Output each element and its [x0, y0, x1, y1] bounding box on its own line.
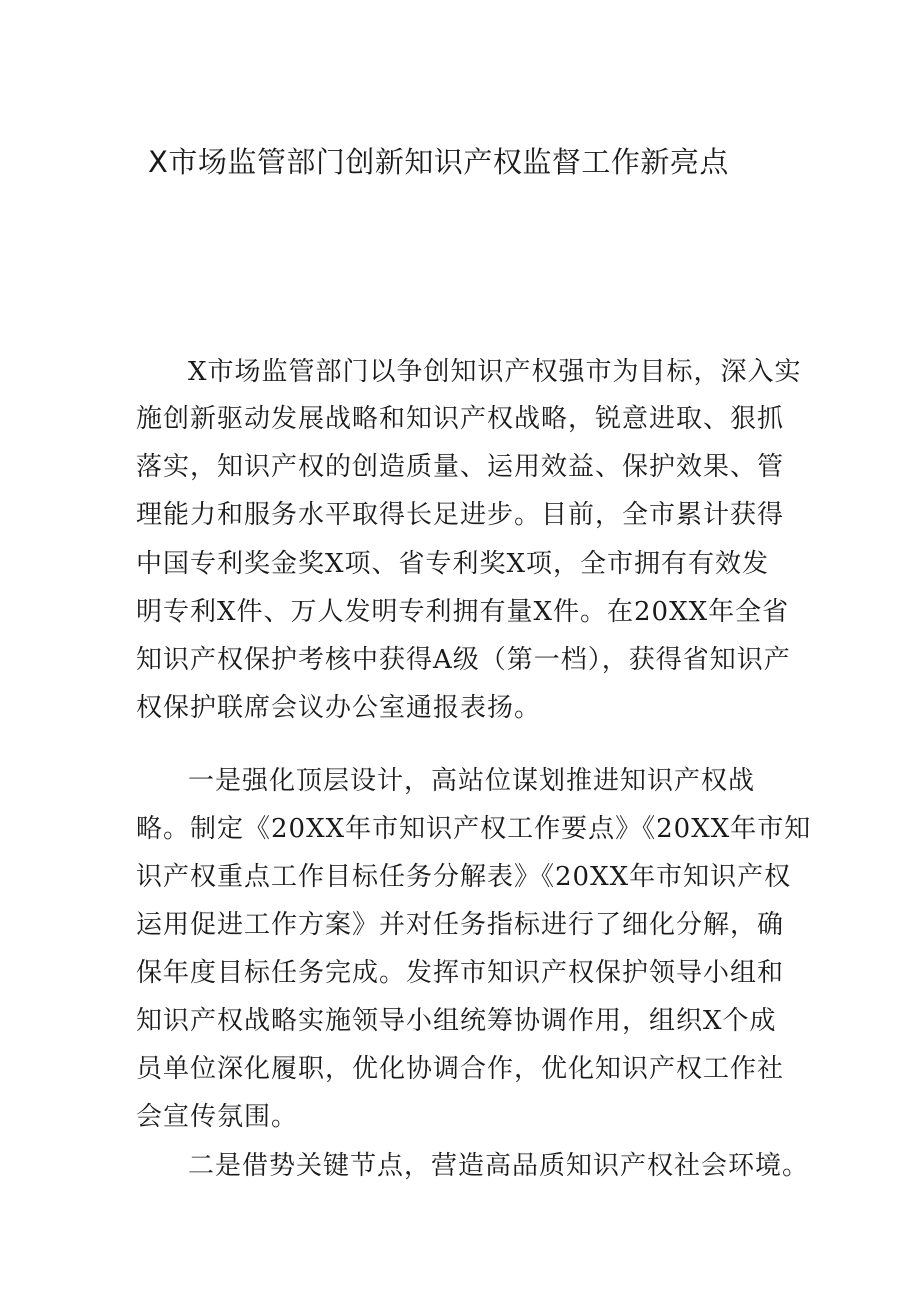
- paragraph-1-line-4: 理能力和服务水平取得长足进步。目前，全市累计获得: [136, 500, 785, 530]
- paragraph-2-line-6: 知识产权战略实施领导小组统筹协调作用，组织X个成: [136, 1006, 777, 1036]
- document-title: X市场监管部门创新知识产权监督工作新亮点: [148, 145, 729, 179]
- paragraph-2-line-2: 略。制定《20XX年市知识产权工作要点》《20XX年市知: [136, 814, 812, 844]
- paragraph-2-line-3: 识产权重点工作目标任务分解表》《20XX年市知识产权: [136, 862, 792, 892]
- paragraph-1-line-1: X市场监管部门以争创知识产权强市为目标，深入实: [188, 357, 802, 387]
- paragraph-2-line-7: 员单位深化履职，优化协调合作，优化知识产权工作社: [136, 1054, 785, 1084]
- paragraph-1-line-6: 明专利X件、万人发明专利拥有量X件。在20XX年全省: [136, 597, 790, 627]
- paragraph-2-line-8: 会宣传氛围。: [136, 1102, 299, 1132]
- paragraph-2-line-4: 运用促进工作方案》并对任务指标进行了细化分解，确: [136, 910, 785, 940]
- paragraph-3-line-1: 二是借势关键节点，营造高品质知识产权社会环境。: [188, 1151, 810, 1181]
- paragraph-1-line-2: 施创新驱动发展战略和知识产权战略，锐意进取、狠抓: [136, 404, 785, 434]
- paragraph-2-line-1: 一是强化顶层设计，高站位谋划推进知识产权战: [188, 766, 756, 796]
- paragraph-1-line-3: 落实，知识产权的创造质量、运用效益、保护效果、管: [136, 452, 785, 482]
- paragraph-1-line-5: 中国专利奖金奖X项、省专利奖X项，全市拥有有效发: [136, 549, 770, 579]
- paragraph-2-line-5: 保年度目标任务完成。发挥市知识产权保护领导小组和: [136, 958, 785, 988]
- paragraph-1-line-8: 权保护联席会议办公室通报表扬。: [136, 693, 542, 723]
- paragraph-1-line-7: 知识产权保护考核中获得A级（第一档），获得省知识产: [136, 645, 791, 675]
